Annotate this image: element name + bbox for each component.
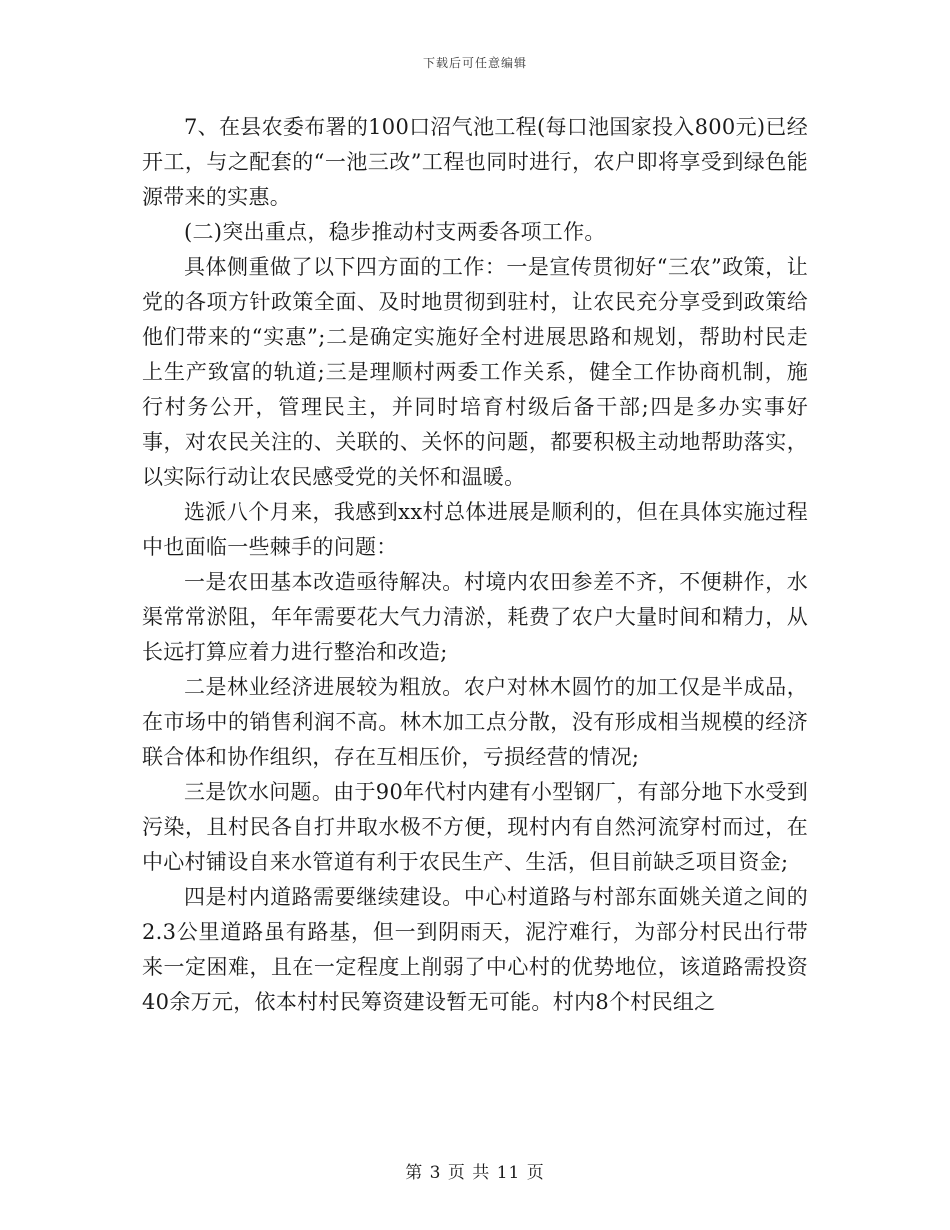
page-number: 第 3 页 共 11 页 [405, 1163, 545, 1183]
paragraph-water: 三是饮水问题。由于90年代村内建有小型钢厂，有部分地下水受到污染，且村民各自打井取水极不方便，现村内有自然河流穿村而过，在中心村铺设自来水管道有利于农民生产、生活，但目前缺乏项目资金; [142, 780, 808, 874]
paragraph-problems-intro: 选派八个月来，我感到xx村总体进展是顺利的，但在具体实施过程中也面临一些棘手的问题： [142, 500, 808, 559]
paragraph-roads: 四是村内道路需要继续建设。中心村道路与村部东面姚关道之间的2.3公里道路虽有路基，但一到阴雨天，泥泞难行，为部分村民出行带来一定困难，且在一定程度上削弱了中心村的优势地位，该道路需投资40余万元，依本村村民筹资建设暂无可能。村内8个村民组之 [142, 885, 808, 1014]
paragraph-biogas-project: 7、在县农委布署的100口沼气池工程(每口池国家投入800元)已经开工，与之配套的“一池三改”工程也同时进行，农户即将享受到绿色能源带来的实惠。 [142, 115, 808, 209]
paragraph-forestry: 二是林业经济进展较为粗放。农户对林木圆竹的加工仅是半成品，在市场中的销售利润不高。林木加工点分散，没有形成相当规模的经济联合体和协作组织，存在互相压价，亏损经营的情况; [142, 675, 808, 769]
paragraph-section-heading: (二)突出重点，稳步推动村支两委各项工作。 [184, 220, 606, 244]
paragraph-farmland: 一是农田基本改造亟待解决。村境内农田参差不齐，不便耕作，水渠常常淤阻，年年需要花大气力清淤，耗费了农户大量时间和精力，从长远打算应着力进行整治和改造; [142, 570, 808, 664]
paragraph-four-aspects: 具体侧重做了以下四方面的工作：一是宣传贯彻好“三农”政策，让党的各项方针政策全面、及时地贯彻到驻村，让农民充分享受到政策给他们带来的“实惠”;二是确定实施好全村进展思路和规划，帮助村民走上生产致富的轨道;三是理顺村两委工作关系，健全工作协商机制，施行村务公开，管理民主，并同时培育村级后备干部;四是多办实事好事，对农民关注的、关联的、关怀的问题，都要积极主动地帮助落实，以实际行动让农民感受党的关怀和温暖。 [142, 255, 808, 489]
document-body [142, 110, 808, 1020]
page-header-note: 下载后可任意编辑 [422, 56, 527, 70]
